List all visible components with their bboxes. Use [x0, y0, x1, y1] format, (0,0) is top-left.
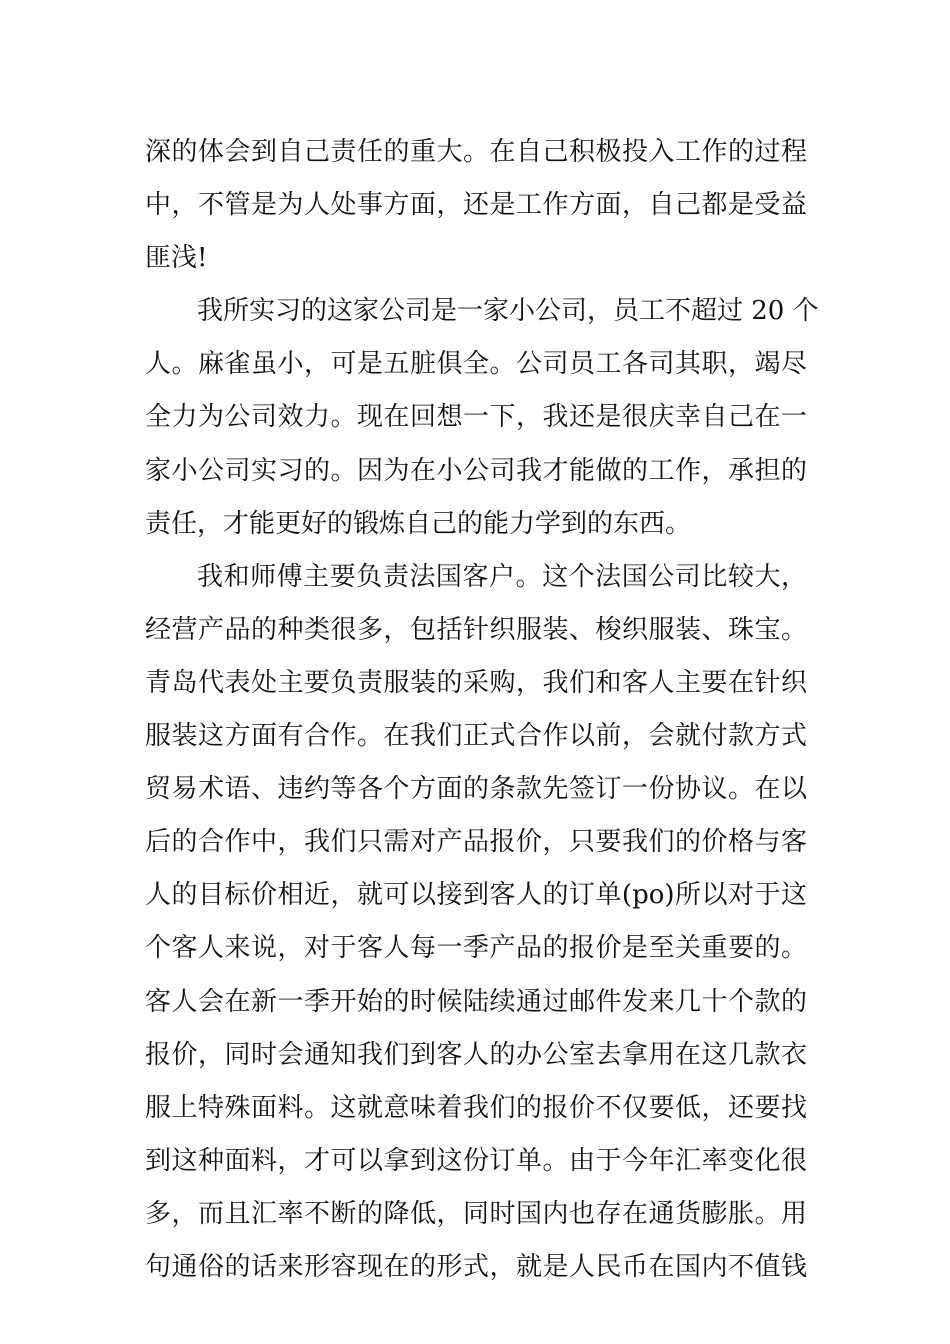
text-line: 青岛代表处主要负责服装的采购，我们和客人主要在针织 [145, 667, 807, 698]
text-line: 句通俗的话来形容现在的形式，就是人民币在国内不值钱 [145, 1251, 807, 1282]
text-line: 服上特殊面料。这就意味着我们的报价不仅要低，还要找 [145, 1092, 807, 1123]
text-line: 多，而且汇率不断的降低，同时国内也存在通货膨胀。用 [145, 1198, 807, 1229]
text-line: 贸易术语、违约等各个方面的条款先签订一份协议。在以 [145, 774, 807, 805]
text-line: 经营产品的种类很多，包括针织服装、梭织服装、珠宝。 [145, 614, 807, 645]
text-line: 我所实习的这家公司是一家小公司，员工不超过 20 个 [197, 296, 819, 327]
text-line: 人的目标价相近，就可以接到客人的订单(po)所以对于这 [145, 880, 807, 911]
text-line: 我和师傅主要负责法国客户。这个法国公司比较大， [197, 561, 807, 592]
text-line: 全力为公司效力。现在回想一下，我还是很庆幸自己在一 [145, 402, 807, 433]
text-line: 后的合作中，我们只需对产品报价，只要我们的价格与客 [145, 827, 807, 858]
text-line: 深的体会到自己责任的重大。在自己积极投入工作的过程 [145, 137, 807, 167]
text-line: 人。麻雀虽小，可是五脏俱全。公司员工各司其职，竭尽 [145, 349, 807, 380]
text-line: 个客人来说，对于客人每一季产品的报价是至关重要的。 [145, 933, 807, 964]
text-line: 中，不管是为人处事方面，还是工作方面，自己都是受益 [145, 190, 807, 221]
document-page [145, 126, 819, 1294]
paragraph-1 [145, 126, 807, 285]
text-line: 报价，同时会通知我们到客人的办公室去拿用在这几款衣 [145, 1039, 807, 1070]
paragraph-3 [145, 551, 807, 1294]
text-line: 匪浅! [145, 243, 208, 274]
paragraph-2 [145, 285, 819, 550]
text-line: 责任，才能更好的锻炼自己的能力学到的东西。 [145, 508, 692, 539]
text-line: 到这种面料，才可以拿到这份订单。由于今年汇率变化很 [145, 1145, 807, 1176]
text-line: 服装这方面有合作。在我们正式合作以前，会就付款方式 [145, 721, 807, 752]
text-line: 家小公司实习的。因为在小公司我才能做的工作，承担的 [145, 455, 807, 486]
text-line: 客人会在新一季开始的时候陆续通过邮件发来几十个款的 [145, 986, 807, 1017]
